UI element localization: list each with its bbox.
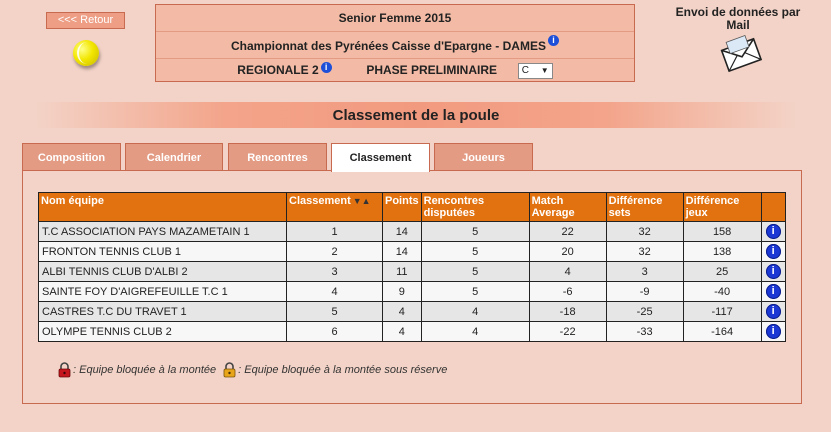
col-header-rank[interactable] [287, 193, 383, 222]
rank-cell: 4 [287, 282, 383, 302]
info-icon[interactable]: i [766, 324, 781, 339]
points-cell: 11 [383, 262, 422, 282]
match-avg-cell: 22 [529, 222, 606, 242]
col-header-match-avg[interactable] [529, 193, 606, 222]
mail-label[interactable]: Envoi de données par Mail [675, 5, 801, 32]
diff-games-cell: 138 [683, 242, 761, 262]
tab-joueurs[interactable]: Joueurs [434, 143, 533, 171]
envelope-icon[interactable] [719, 35, 763, 73]
diff-sets-cell: -33 [606, 322, 683, 342]
phase-row [156, 59, 634, 81]
rank-cell: 6 [287, 322, 383, 342]
team-name-cell: ALBI TENNIS CLUB D'ALBI 2 [39, 262, 287, 282]
page-title: Classement de la poule [36, 102, 796, 128]
points-cell: 4 [383, 322, 422, 342]
lock-orange-icon [223, 362, 236, 378]
table-row [39, 282, 786, 302]
dropdown-arrow-icon: ▼ [540, 65, 549, 75]
back-button[interactable]: <<< Retour [46, 12, 125, 29]
col-diff-games-label: Différence jeux [685, 195, 740, 219]
match-avg-cell: -22 [529, 322, 606, 342]
played-cell: 5 [421, 282, 529, 302]
info-cell [761, 222, 785, 242]
legend-reserve-text: : Equipe bloquée à la montée sous réserve [238, 364, 448, 376]
phase-label: PHASE PRELIMINAIRE [366, 63, 498, 77]
team-name-cell: T.C ASSOCIATION PAYS MAZAMETAIN 1 [39, 222, 287, 242]
played-cell: 5 [421, 242, 529, 262]
match-avg-cell: -6 [529, 282, 606, 302]
points-cell: 14 [383, 242, 422, 262]
championship-info-icon[interactable]: i [548, 35, 559, 46]
col-header-points[interactable] [383, 193, 422, 222]
tab-classement[interactable]: Classement [331, 143, 430, 172]
level-label: REGIONALE 2 [237, 63, 319, 77]
info-cell [761, 242, 785, 262]
table-row [39, 322, 786, 342]
diff-sets-cell: 32 [606, 222, 683, 242]
sort-arrows-icon[interactable]: ▼▲ [352, 196, 371, 206]
match-avg-cell: 4 [529, 262, 606, 282]
info-cell [761, 262, 785, 282]
table-row [39, 242, 786, 262]
rank-cell: 5 [287, 302, 383, 322]
team-name-cell: CASTRES T.C DU TRAVET 1 [39, 302, 287, 322]
info-cell [761, 322, 785, 342]
col-header-diff-sets[interactable] [606, 193, 683, 222]
tab-composition[interactable]: Composition [22, 143, 121, 171]
diff-sets-cell: 3 [606, 262, 683, 282]
col-header-team[interactable] [39, 193, 287, 222]
info-icon[interactable]: i [766, 304, 781, 319]
team-name-cell: FRONTON TENNIS CLUB 1 [39, 242, 287, 262]
col-header-diff-games[interactable] [683, 193, 761, 222]
team-name-cell: SAINTE FOY D'AIGREFEUILLE T.C 1 [39, 282, 287, 302]
diff-games-cell: 25 [683, 262, 761, 282]
col-rank-label: Classement [289, 195, 351, 207]
championship-label: Championnat des Pyrénées Caisse d'Epargne - DAMES [231, 39, 546, 53]
championship-row [156, 32, 634, 59]
points-cell: 4 [383, 302, 422, 322]
match-avg-cell: -18 [529, 302, 606, 322]
col-points-label: Points [385, 195, 419, 207]
lock-red-icon [58, 362, 71, 378]
info-cell [761, 302, 785, 322]
poule-select-value: C [521, 64, 529, 76]
ranking-table [38, 192, 786, 342]
rank-cell: 3 [287, 262, 383, 282]
points-cell: 14 [383, 222, 422, 242]
played-cell: 4 [421, 322, 529, 342]
diff-games-cell: -164 [683, 322, 761, 342]
col-header-info [761, 193, 785, 222]
played-cell: 5 [421, 262, 529, 282]
info-cell [761, 282, 785, 302]
played-cell: 5 [421, 222, 529, 242]
info-icon[interactable]: i [766, 224, 781, 239]
legend [58, 362, 447, 378]
col-match-avg-label: Match Average [531, 195, 575, 219]
rank-cell: 2 [287, 242, 383, 262]
table-row [39, 302, 786, 322]
diff-games-cell: 158 [683, 222, 761, 242]
col-team-label: Nom équipe [41, 195, 104, 207]
level-info-icon[interactable]: i [321, 62, 332, 73]
diff-sets-cell: 32 [606, 242, 683, 262]
played-cell: 4 [421, 302, 529, 322]
diff-sets-cell: -9 [606, 282, 683, 302]
tab-rencontres[interactable]: Rencontres [228, 143, 327, 171]
rank-cell: 1 [287, 222, 383, 242]
col-diff-sets-label: Différence sets [608, 195, 663, 219]
poule-select[interactable] [518, 63, 553, 79]
info-icon[interactable]: i [766, 264, 781, 279]
diff-games-cell: -40 [683, 282, 761, 302]
match-avg-cell: 20 [529, 242, 606, 262]
col-played-label: Rencontres disputées [423, 195, 485, 219]
tab-calendrier[interactable]: Calendrier [125, 143, 223, 171]
diff-sets-cell: -25 [606, 302, 683, 322]
competition-header [155, 4, 635, 82]
legend-blocked-text: : Equipe bloquée à la montée [73, 364, 217, 376]
tennis-ball-icon [73, 40, 99, 66]
points-cell: 9 [383, 282, 422, 302]
category-label: Senior Femme 2015 [156, 5, 634, 32]
info-icon[interactable]: i [766, 244, 781, 259]
table-row [39, 222, 786, 242]
info-icon[interactable]: i [766, 284, 781, 299]
diff-games-cell: -117 [683, 302, 761, 322]
col-header-played[interactable] [421, 193, 529, 222]
team-name-cell: OLYMPE TENNIS CLUB 2 [39, 322, 287, 342]
table-row [39, 262, 786, 282]
